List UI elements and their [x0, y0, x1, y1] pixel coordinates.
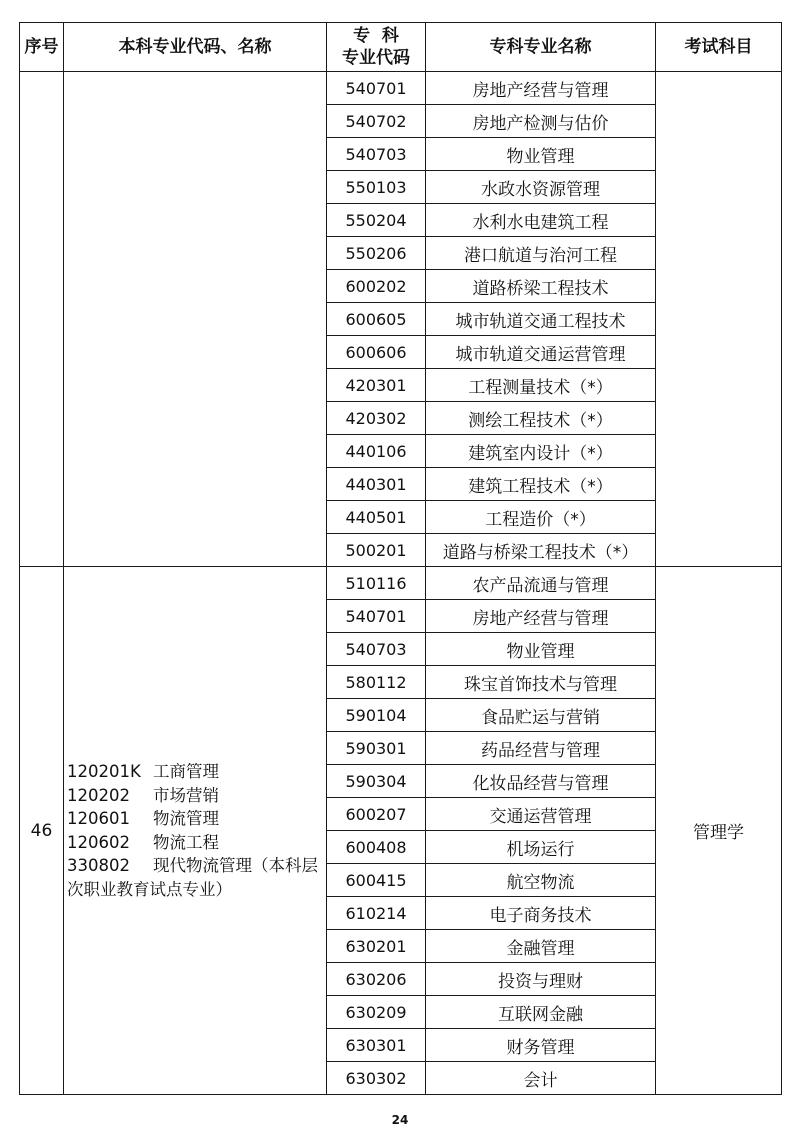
zhuanke-name-cell: 房地产检测与估价	[426, 105, 656, 138]
zhuanke-name-cell: 工程造价（*）	[426, 501, 656, 534]
benke-major-name: 市场营销	[153, 785, 219, 805]
zhuanke-code-cell: 550103	[327, 171, 426, 204]
zhuanke-name-cell: 航空物流	[426, 864, 656, 897]
zhuanke-name-cell: 药品经营与管理	[426, 732, 656, 765]
zhuanke-code-cell: 630201	[327, 930, 426, 963]
zhuanke-code-cell: 600408	[327, 831, 426, 864]
benke-major-code: 120202	[67, 785, 130, 805]
zhuanke-code-cell: 420302	[327, 402, 426, 435]
zhuanke-code-cell: 440301	[327, 468, 426, 501]
seq-cell: 46	[20, 567, 64, 1095]
zhuanke-code-cell: 630209	[327, 996, 426, 1029]
seq-cell	[20, 72, 64, 567]
benke-major-name: 现代物流管理（本科层次职业教育试点专业）	[67, 856, 318, 899]
zhuanke-code-cell: 440106	[327, 435, 426, 468]
zhuanke-code-cell: 510116	[327, 567, 426, 600]
exam-cell	[656, 72, 782, 567]
zhuanke-name-cell: 城市轨道交通运营管理	[426, 336, 656, 369]
header-seq: 序号	[20, 23, 64, 72]
zhuanke-name-cell: 测绘工程技术（*）	[426, 402, 656, 435]
zhuanke-name-cell: 食品贮运与营销	[426, 699, 656, 732]
benke-major-code: 120601	[67, 809, 130, 828]
zhuanke-name-cell: 建筑工程技术（*）	[426, 468, 656, 501]
zhuanke-name-cell: 农产品流通与管理	[426, 567, 656, 600]
zhuanke-code-cell: 630206	[327, 963, 426, 996]
zhuanke-name-cell: 道路与桥梁工程技术（*）	[426, 534, 656, 567]
zhuanke-code-cell: 420301	[327, 369, 426, 402]
header-benke: 本科专业代码、名称	[64, 23, 327, 72]
zhuanke-code-cell: 590304	[327, 765, 426, 798]
table-row	[20, 72, 782, 105]
zhuanke-name-cell: 建筑室内设计（*）	[426, 435, 656, 468]
benke-major	[67, 831, 326, 855]
zhuanke-code-cell: 540703	[327, 138, 426, 171]
zhuanke-name-cell: 交通运营管理	[426, 798, 656, 831]
zhuanke-code-cell: 610214	[327, 897, 426, 930]
zhuanke-name-cell: 港口航道与治河工程	[426, 237, 656, 270]
zhuanke-code-cell: 550204	[327, 204, 426, 237]
zhuanke-name-cell: 金融管理	[426, 930, 656, 963]
zhuanke-name-cell: 电子商务技术	[426, 897, 656, 930]
zhuanke-name-cell: 会计	[426, 1062, 656, 1095]
zhuanke-code-cell: 580112	[327, 666, 426, 699]
zhuanke-code-cell: 600415	[327, 864, 426, 897]
header-zhuanke-code-line1: 专 科	[353, 26, 399, 46]
zhuanke-name-cell: 水利水电建筑工程	[426, 204, 656, 237]
benke-major-name: 物流管理	[153, 809, 219, 828]
benke-major-code: 120602	[67, 832, 130, 852]
header-zhuanke-code	[327, 23, 426, 72]
zhuanke-code-cell: 500201	[327, 534, 426, 567]
zhuanke-code-cell: 600606	[327, 336, 426, 369]
zhuanke-name-cell: 工程测量技术（*）	[426, 369, 656, 402]
header-exam: 考试科目	[656, 23, 782, 72]
zhuanke-code-cell: 540701	[327, 72, 426, 105]
zhuanke-name-cell: 物业管理	[426, 138, 656, 171]
zhuanke-code-cell: 600207	[327, 798, 426, 831]
exam-cell: 管理学	[656, 567, 782, 1095]
zhuanke-name-cell: 房地产经营与管理	[426, 600, 656, 633]
benke-cell	[64, 72, 327, 567]
zhuanke-code-cell: 590104	[327, 699, 426, 732]
zhuanke-code-cell: 600605	[327, 303, 426, 336]
benke-major-name: 工商管理	[153, 762, 219, 781]
header-zhuanke-name: 专科专业名称	[426, 23, 656, 72]
benke-major	[67, 760, 326, 784]
zhuanke-name-cell: 化妆品经营与管理	[426, 765, 656, 798]
zhuanke-code-cell: 550206	[327, 237, 426, 270]
zhuanke-code-cell: 440501	[327, 501, 426, 534]
zhuanke-name-cell: 投资与理财	[426, 963, 656, 996]
zhuanke-name-cell: 财务管理	[426, 1029, 656, 1062]
benke-major-code: 120201K	[67, 762, 141, 781]
benke-cell	[64, 567, 327, 1095]
header-row	[20, 23, 782, 72]
zhuanke-name-cell: 城市轨道交通工程技术	[426, 303, 656, 336]
benke-major-code: 330802	[67, 856, 130, 875]
benke-major	[67, 854, 326, 901]
zhuanke-code-cell: 600202	[327, 270, 426, 303]
major-table	[19, 22, 782, 1095]
zhuanke-name-cell: 机场运行	[426, 831, 656, 864]
zhuanke-name-cell: 道路桥梁工程技术	[426, 270, 656, 303]
benke-major	[67, 807, 326, 831]
zhuanke-code-cell: 540703	[327, 633, 426, 666]
header-zhuanke-code-line2: 专业代码	[342, 48, 410, 68]
zhuanke-name-cell: 物业管理	[426, 633, 656, 666]
zhuanke-code-cell: 630301	[327, 1029, 426, 1062]
zhuanke-code-cell: 540702	[327, 105, 426, 138]
zhuanke-name-cell: 互联网金融	[426, 996, 656, 1029]
benke-major	[67, 784, 326, 808]
zhuanke-code-cell: 630302	[327, 1062, 426, 1095]
zhuanke-code-cell: 590301	[327, 732, 426, 765]
zhuanke-name-cell: 珠宝首饰技术与管理	[426, 666, 656, 699]
zhuanke-code-cell: 540701	[327, 600, 426, 633]
table-row	[20, 567, 782, 600]
zhuanke-name-cell: 水政水资源管理	[426, 171, 656, 204]
zhuanke-name-cell: 房地产经营与管理	[426, 72, 656, 105]
page-number: 24	[391, 1113, 409, 1127]
table-body	[20, 72, 782, 1095]
benke-major-name: 物流工程	[153, 832, 219, 852]
